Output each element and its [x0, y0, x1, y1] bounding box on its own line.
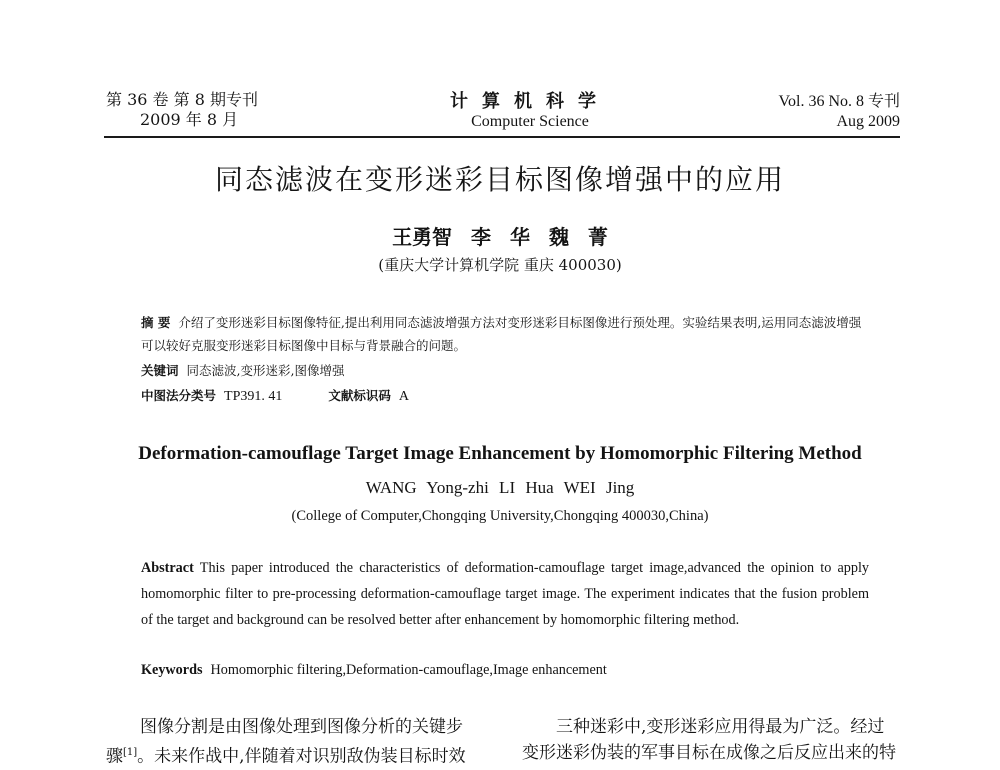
english-abstract-label: Abstract	[141, 560, 194, 576]
classification-value: TP391. 41	[224, 389, 283, 404]
volume-issue-en: Vol. 36 No. 8 专刊	[778, 93, 900, 110]
english-keywords-text: Homomorphic filtering,Deformation-camouflage,Image enhancement	[210, 662, 607, 678]
volume-issue: 第 36 卷 第 8 期专刊	[106, 90, 258, 109]
body-left-line-1: 图像分割是由图像处理到图像分析的关键步	[140, 717, 463, 737]
abstract-cn-text: 介绍了变形迷彩目标图像特征,提出利用同态滤波增强方法对变形迷彩目标图像进行预处理。实验结果表明,运用同态滤波增强可以较好克服变形迷彩目标图像中目标与背景融合的问题。	[141, 315, 862, 353]
header-rule	[104, 136, 900, 138]
publication-date: 2009 年 8 月	[140, 110, 239, 129]
journal-name-en: Computer Science	[471, 113, 589, 130]
doc-code-value: A	[398, 389, 409, 404]
body-column-right	[522, 714, 906, 766]
body-left-line-2a: 骤	[106, 746, 123, 767]
english-keywords	[141, 662, 607, 679]
classification-label: 中图法分类号	[141, 388, 217, 403]
paper-title: 同态滤波在变形迷彩目标图像增强中的应用	[214, 163, 785, 196]
english-abstract	[141, 555, 869, 633]
publication-date-en: Aug 2009	[836, 113, 900, 130]
header-left	[106, 90, 258, 130]
english-affiliation: (College of Computer,Chongqing University,Chongqing 400030,China)	[291, 508, 709, 524]
citation-ref: [1]	[123, 747, 138, 758]
body-right-line-2: 变形迷彩伪装的军事目标在成像之后反应出来的特	[522, 743, 896, 763]
english-abstract-text: This paper introduced the characteristics of deformation-camouflage target image,advanced the opinion to apply homomorphic filter to pre-processing deformation-camouflage target image. The experiment indicates that the fusion problem of the target and background can be resolved better after enhancement by homomorphic filtering method.	[141, 560, 869, 628]
english-authors: WANG Yong-zhi LI Hua WEI Jing	[365, 478, 635, 497]
doc-code-label: 文献标识码	[328, 388, 391, 403]
body-right-line-1: 三种迷彩中,变形迷彩应用得最为广泛。经过	[556, 717, 885, 737]
page-header	[0, 0, 1000, 140]
keywords-cn-label: 关键词	[141, 363, 179, 378]
abstract-cn-label: 摘 要	[141, 315, 171, 330]
classification	[141, 386, 409, 405]
affiliation: (重庆大学计算机学院 重庆 400030)	[378, 256, 622, 274]
keywords-cn-text: 同态滤波,变形迷彩,图像增强	[186, 363, 345, 378]
abstract-cn	[141, 311, 868, 357]
body-left-line-2b: 。未来作战中,伴随着对识别敌伪装目标时效	[137, 746, 466, 767]
english-keywords-label: Keywords	[141, 662, 203, 678]
body-column-left	[106, 714, 492, 770]
journal-name-cn: 计算机科学	[450, 91, 610, 112]
keywords-cn	[141, 361, 344, 379]
authors: 王勇智 李 华 魏 菁	[392, 225, 608, 249]
body-left-line-2	[106, 740, 492, 770]
header-right	[779, 92, 901, 132]
journal-name	[425, 92, 635, 132]
english-title: Deformation-camouflage Target Image Enhancement by Homomorphic Filtering Method	[138, 443, 862, 464]
